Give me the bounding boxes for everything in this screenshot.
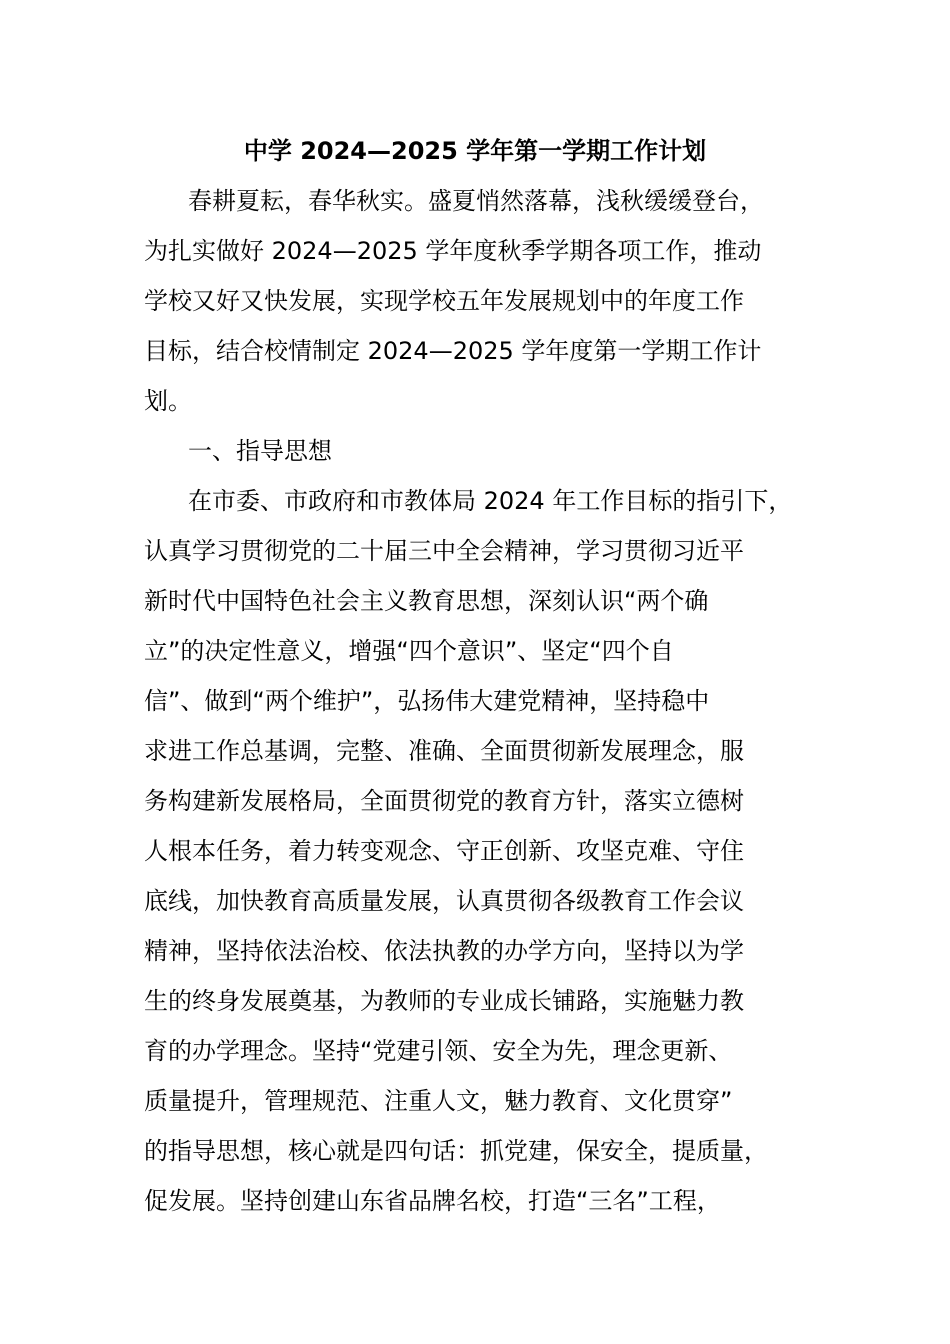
paragraph-line: 人根本任务，着力转变观念、守正创新、攻坚克难、守住 [144,837,744,865]
paragraph-line: 的指导思想，核心就是四句话：抓党建，保安全，提质量， [144,1137,768,1165]
paragraph-line: 求进工作总基调，完整、准确、全面贯彻新发展理念，服 [144,737,744,765]
paragraph-line: 生的终身发展奠基，为教师的专业成长铺路，实施魅力教 [144,987,744,1015]
paragraph-line: 春耕夏耘，春华秋实。盛夏悄然落幕，浅秋缓缓登台， [188,187,764,215]
section-heading: 一、指导思想 [188,437,332,465]
paragraph-line: 学校又好又快发展，实现学校五年发展规划中的年度工作 [144,287,744,315]
paragraph-line: 育的办学理念。坚持“党建引领、安全为先，理念更新、 [144,1037,733,1065]
paragraph-line: 底线，加快教育高质量发展，认真贯彻各级教育工作会议 [144,887,744,915]
paragraph-line: 促发展。坚持创建山东省品牌名校，打造“三名”工程， [144,1187,721,1215]
paragraph-line: 信”、做到“两个维护”，弘扬伟大建党精神，坚持稳中 [144,687,710,715]
paragraph-line: 目标，结合校情制定 2024—2025 学年度第一学期工作计 [144,337,762,365]
paragraph-line: 划。 [144,387,192,415]
document-title: 中学 2024—2025 学年第一学期工作计划 [243,137,707,165]
paragraph-line: 在市委、市政府和市教体局 2024 年工作目标的指引下， [188,487,793,515]
paragraph-line: 新时代中国特色社会主义教育思想，深刻认识“两个确 [144,587,709,615]
paragraph-line: 质量提升，管理规范、注重人文，魅力教育、文化贯穿” [144,1087,733,1115]
paragraph-line: 务构建新发展格局，全面贯彻党的教育方针，落实立德树 [144,787,744,815]
paragraph-line: 为扎实做好 2024—2025 学年度秋季学期各项工作，推动 [144,237,762,265]
paragraph-line: 精神，坚持依法治校、依法执教的办学方向，坚持以为学 [144,937,744,965]
paragraph-line: 立”的决定性意义，增强“四个意识”、坚定“四个自 [144,637,674,665]
paragraph-line: 认真学习贯彻党的二十届三中全会精神，学习贯彻习近平 [144,537,744,565]
